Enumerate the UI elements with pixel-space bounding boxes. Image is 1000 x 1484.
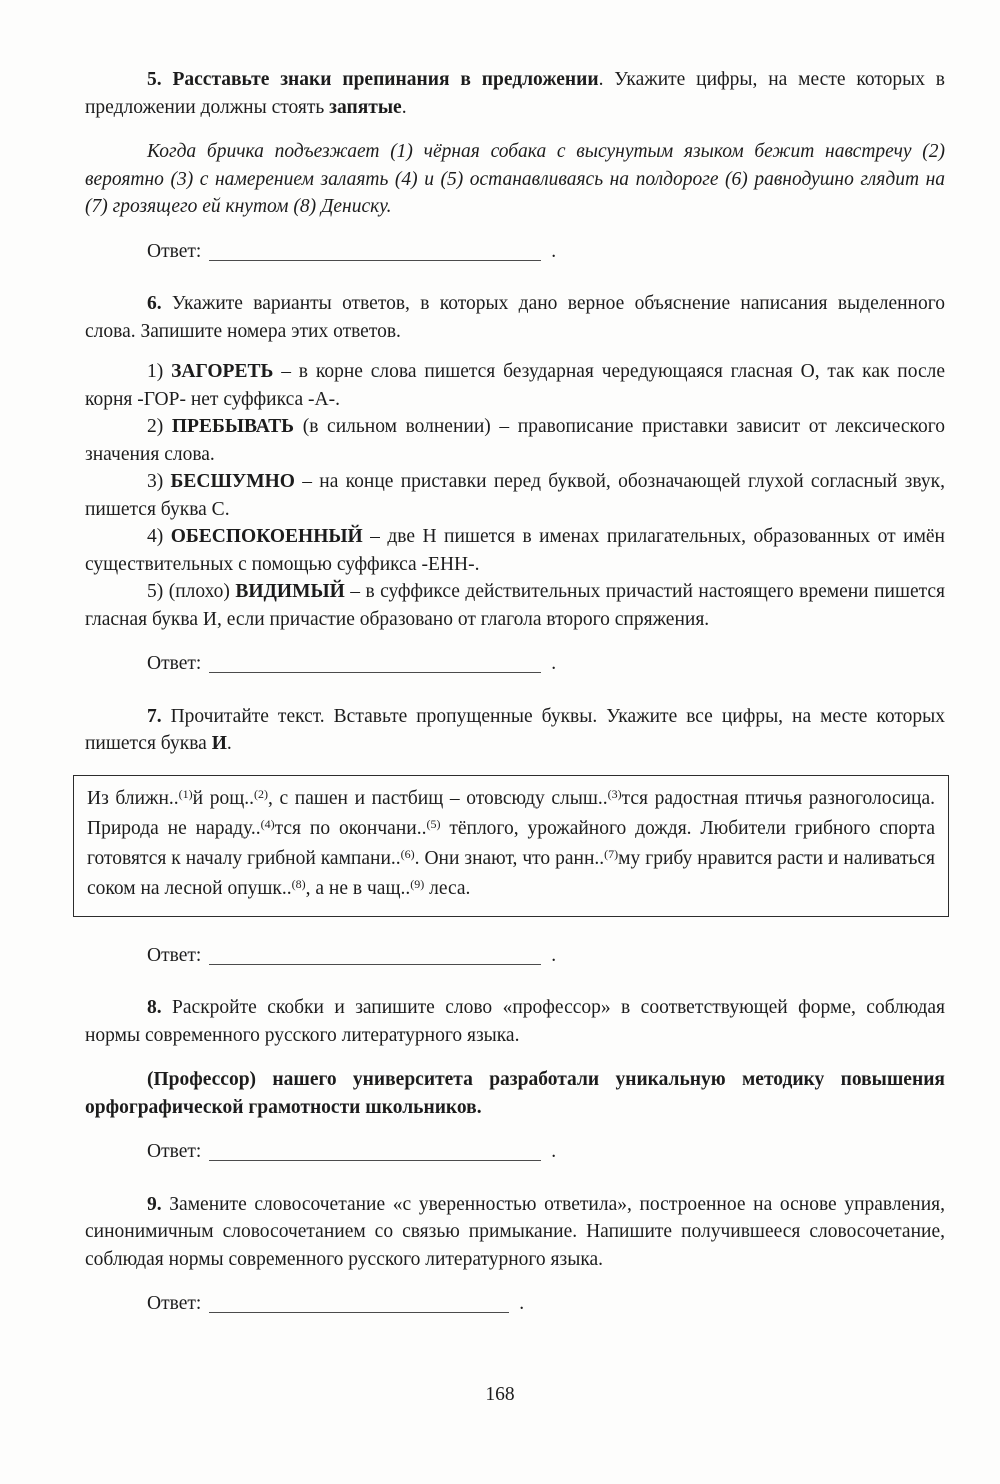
task5-intro-mid: . Укажите цифры, на месте которых в предложении должны стоять (85, 69, 945, 118)
answer-period: . (519, 1293, 525, 1314)
task9-answer-blank[interactable] (209, 1293, 509, 1313)
task6-intro-text: Укажите варианты ответов, в которых дано верное объяснение написания выделенного слова. Запишите номера этих ответов. (85, 293, 945, 342)
gap-number: (5) (426, 816, 441, 831)
box-text: , с пашен и пастбищ – отовсюду слыш.. (268, 787, 608, 809)
task6-option-1 (85, 358, 945, 413)
option-text: – в корне слова пишется безударная чередующаяся гласная О, так как после корня -ГОР- нет суффикса -А-. (85, 361, 946, 410)
box-text: тся по окончани.. (274, 817, 427, 839)
option-prefix: 2) (147, 416, 172, 437)
task6-intro (85, 290, 945, 345)
box-text: , а не в чащ.. (305, 877, 411, 899)
option-word: ОБЕСПОКОЕННЫЙ (170, 526, 363, 547)
task8-intro-text: Раскройте скобки и запишите слово «профессор» в соответствующей форме, соблюдая нормы современного русского литературного языка. (85, 997, 945, 1046)
task-6-section (85, 290, 945, 678)
task8-answer-blank[interactable] (209, 1141, 541, 1161)
task-5-section (85, 66, 945, 265)
gap-number: (3) (607, 786, 622, 801)
box-text: тся радостная птичья разноголосица. Природа не нараду.. (87, 787, 936, 839)
task6-answer-row (85, 650, 945, 678)
task6-answer-blank[interactable] (209, 653, 541, 673)
task7-text (87, 784, 935, 904)
task9-intro (85, 1191, 945, 1274)
answer-label: Ответ: (147, 944, 202, 966)
box-text: й рощ.. (192, 787, 254, 809)
task9-intro-text: Замените словосочетание «с уверенностью ответила», построенное на основе управления, синонимичным словосочетанием со связью примыкание. Напишите получившееся словосочетание, соблюдая нормы современного русского литературного языка. (85, 1193, 945, 1270)
answer-period: . (551, 240, 557, 262)
box-text: му грибу нравится расти и наливаться соком на лесной опушк.. (87, 847, 935, 899)
task8-sentence: (Профессор) нашего университета разработали уникальную методику повышения орфографической грамотности школьников. (85, 1069, 945, 1118)
option-word: ПРЕБЫВАТЬ (171, 416, 295, 437)
gap-number: (4) (260, 816, 275, 831)
task9-number: 9. (147, 1193, 162, 1215)
box-text: тёплого, урожайного дождя. Любители грибного спорта готовятся к началу грибной кампани.. (87, 817, 935, 869)
task5-title: 5. Расставьте знаки препинания в предложении (147, 69, 599, 90)
task6-option-2 (85, 413, 945, 468)
gap-number: (2) (254, 786, 268, 801)
option-prefix: 5) (плохо) (147, 581, 236, 602)
option-prefix: 3) (147, 471, 171, 492)
task5-answer-blank[interactable] (209, 241, 541, 261)
answer-label: Ответ: (147, 240, 202, 262)
task7-answer-blank[interactable] (209, 945, 541, 965)
task7-text-box (73, 775, 949, 917)
task5-intro-bold-word: запятые (329, 96, 402, 118)
task8-intro (85, 994, 945, 1049)
option-word: БЕСШУМНО (170, 471, 295, 492)
option-text: – на конце приставки перед буквой, обозначающей глухой согласный звук, пишется буква С. (85, 471, 945, 520)
task6-option-3 (85, 468, 945, 523)
task-7-section (85, 703, 945, 970)
gap-number: (9) (410, 876, 425, 891)
task5-answer-row (85, 238, 945, 266)
answer-period: . (551, 944, 557, 966)
answer-period: . (551, 1141, 557, 1162)
task7-intro-bold-letter: И (211, 733, 227, 754)
gap-number: (1) (178, 786, 193, 801)
box-text: леса. (424, 877, 471, 899)
page-number: 168 (485, 1383, 515, 1405)
task5-intro-end: . (401, 96, 407, 118)
answer-period: . (551, 653, 557, 674)
option-text: – в суффиксе действительных причастий настоящего времени пишется гласная буква И, если причастие образовано от глагола второго спряжения. (85, 581, 945, 630)
option-prefix: 4) (147, 526, 171, 547)
task5-intro (85, 66, 945, 121)
task7-intro-end: . (226, 733, 232, 754)
option-word: ВИДИМЫЙ (235, 581, 345, 602)
task-8-section (85, 994, 945, 1166)
gap-number: (7) (604, 846, 619, 861)
task9-answer-row (85, 1290, 945, 1318)
task7-number: 7. (147, 705, 162, 727)
task7-intro (85, 703, 945, 758)
task6-number: 6. (147, 293, 162, 314)
task6-option-5 (85, 578, 945, 633)
answer-label: Ответ: (147, 653, 202, 674)
task7-answer-row (85, 942, 945, 970)
task-9-section (85, 1191, 945, 1318)
task6-options (85, 358, 945, 633)
task5-sentence: Когда бричка подъезжает (1) чёрная собака с высунутым языком бежит навстречу (2) вероятно (3) с намерением залаять (4) и (5) останавливаясь на полдороге (6) равнодушно глядит на (7) грозящего ей кнутом (8) Дениску. (85, 141, 945, 217)
option-prefix: 1) (147, 361, 172, 382)
option-text: – две Н пишется в именах прилагательных, образованных от имён существительных с помощью суффикса -ЕНН-. (85, 526, 945, 575)
option-word: ЗАГОРЕТЬ (171, 361, 274, 382)
box-text: . Они знают, что ранн.. (414, 847, 605, 869)
task8-number: 8. (147, 997, 162, 1018)
answer-label: Ответ: (147, 1141, 202, 1162)
option-text: (в сильном волнении) – правописание приставки зависит от лексического значения слова. (85, 416, 945, 465)
answer-label: Ответ: (147, 1293, 202, 1314)
gap-number: (8) (291, 876, 306, 891)
task8-answer-row (85, 1138, 945, 1166)
task7-intro-text: Прочитайте текст. Вставьте пропущенные буквы. Укажите все цифры, на месте которых пишется буква (85, 705, 945, 754)
gap-number: (6) (400, 846, 415, 861)
task6-option-4 (85, 523, 945, 578)
box-text: Из ближн.. (87, 787, 179, 809)
